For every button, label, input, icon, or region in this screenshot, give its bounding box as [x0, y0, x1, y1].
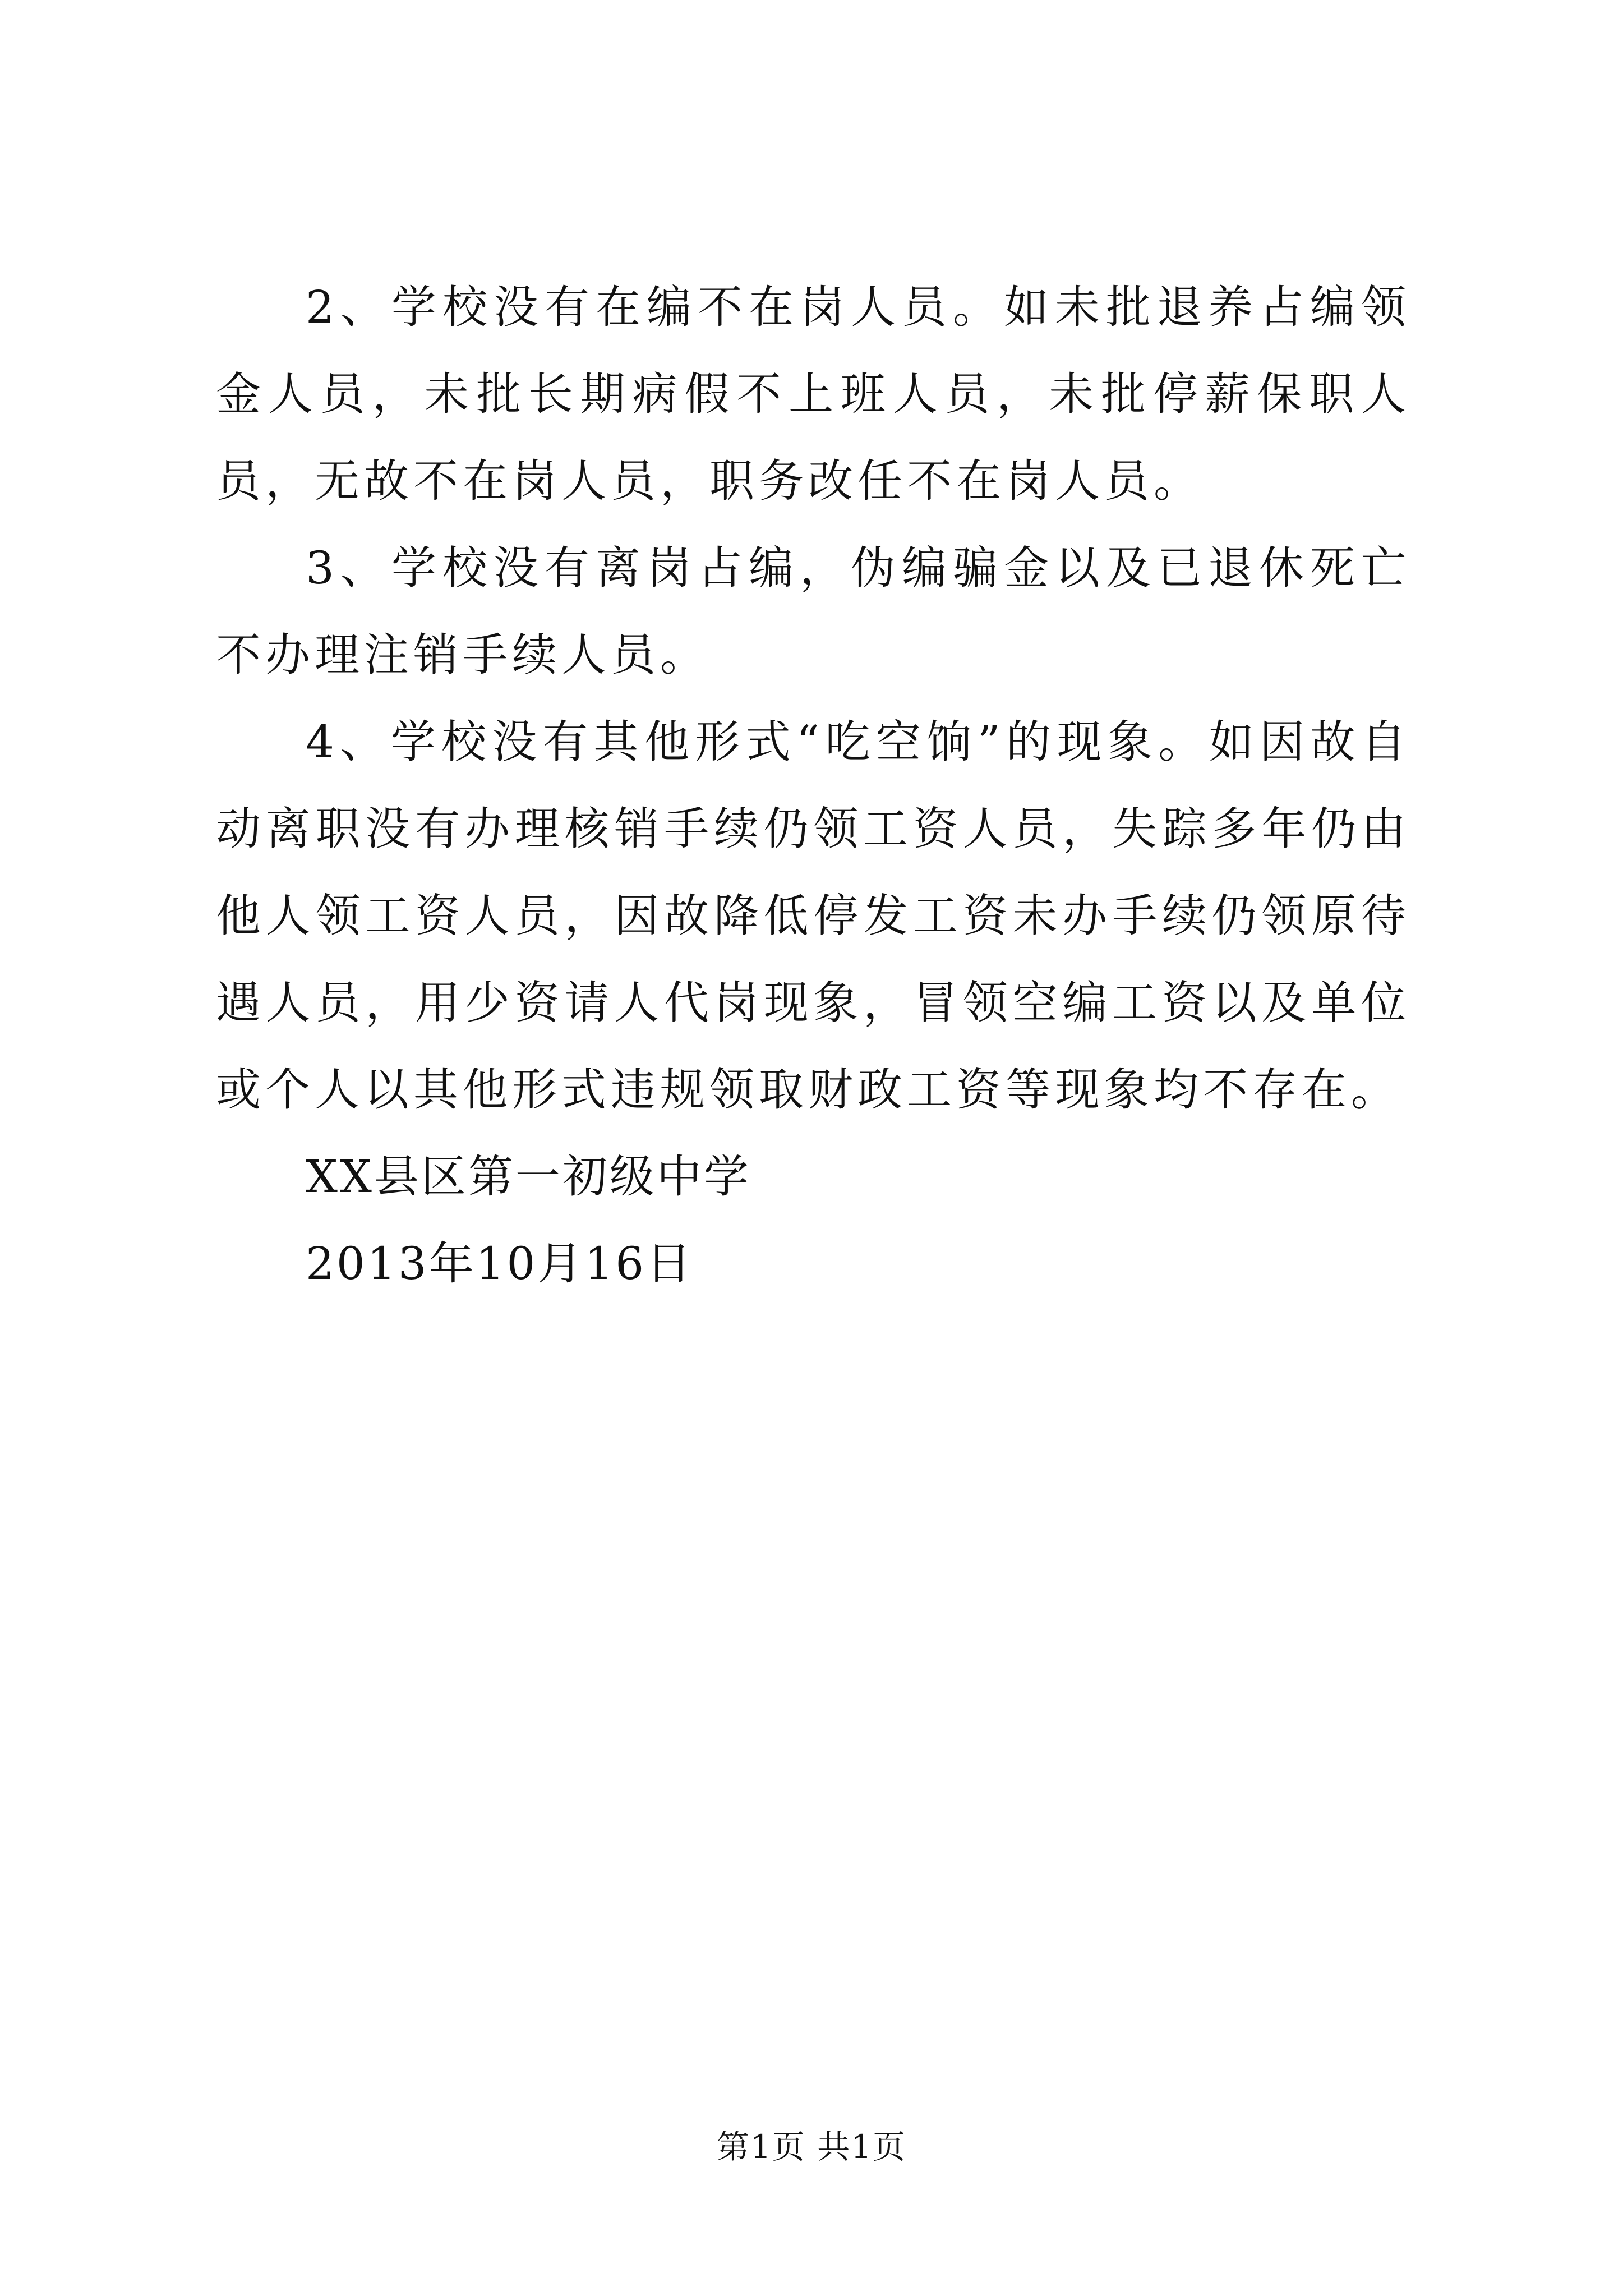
paragraph-item-3: 3、学校没有离岗占编，伪编骗金以及已退休死亡不办理注销手续人员。	[216, 542, 1410, 681]
signature-date: 2013年10月16日	[306, 1237, 694, 1290]
paragraph-item-2: 2、学校没有在编不在岗人员。如未批退养占编领金人员，未批长期病假不上班人员，未批停薪保职人员，无故不在岗人员，职务改任不在岗人员。	[216, 281, 1410, 507]
document-body	[216, 264, 1410, 1307]
page-number-footer: 第1页 共1页	[716, 2128, 907, 2166]
paragraph-item-4: 4、学校没有其他形式“吃空饷”的现象。如因故自动离职没有办理核销手续仍领工资人员，失踪多年仍由他人领工资人员，因故降低停发工资未办手续仍领原待遇人员，用少资请人代岗现象，冒领空编工资以及单位或个人以其他形式违规领取财政工资等现象均不存在。	[216, 716, 1410, 1116]
signature-organization: XX县区第一初级中学	[306, 1151, 751, 1203]
